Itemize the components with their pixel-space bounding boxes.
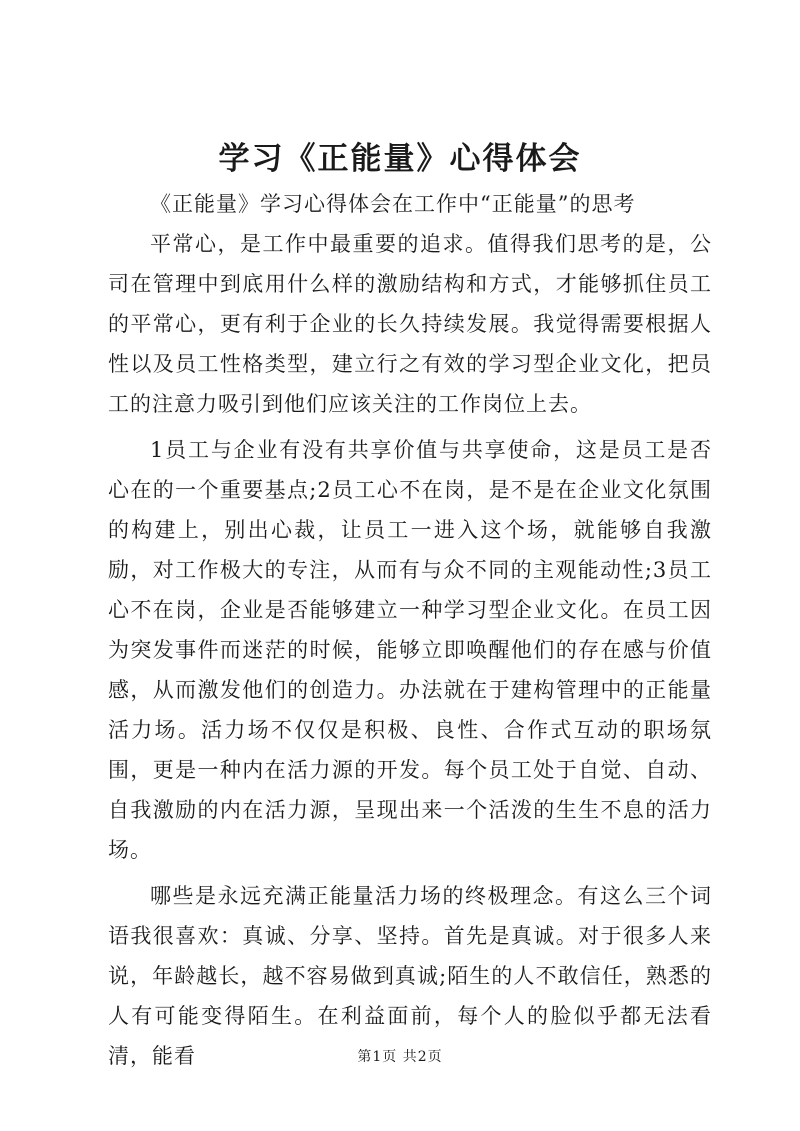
document-body (108, 184, 712, 1082)
paragraph-3: 哪些是永远充满正能量活力场的终极理念。有这么三个词语我很喜欢：真诚、分享、坚持。首先是真诚。对于很多人来说，年龄越长，越不容易做到真诚;陌生的人不敢信任，熟悉的人有可能变得陌生。在利益面前，每个人的脸似乎都无法看清，能看 (108, 884, 712, 1068)
paragraph-2: 1员工与企业有没有共享价值与共享使命，这是员工是否心在的一个重要基点;2员工心不在岗，是不是在企业文化氛围的构建上，别出心裁，让员工一进入这个场，就能够自我激励，对工作极大的专注，从而有与众不同的主观能动性;3员工心不在岗，企业是否能够建立一种学习型企业文化。在员工因为突发事件而迷茫的时候，能够立即唤醒他们的存在感与价值感，从而激发他们的创造力。办法就在于建构管理中的正能量活力场。活力场不仅仅是积极、良性、合作式互动的职场氛围，更是一种内在活力源的开发。每个员工处于自觉、自动、自我激励的内在活力源，呈现出来一个活泼的生生不息的活力场。 (108, 438, 712, 862)
paragraph-1: 平常心，是工作中最重要的追求。值得我们思考的是，公司在管理中到底用什么样的激励结构和方式，才能够抓住员工的平常心，更有利于企业的长久持续发展。我觉得需要根据人性以及员工性格类型，建立行之有效的学习型企业文化，把员工的注意力吸引到他们应该关注的工作岗位上去。 (108, 232, 712, 416)
page-number-footer: 第1页 共2页 (357, 1049, 443, 1065)
document-title: 学习《正能量》心得体会 (218, 141, 582, 177)
document-subtitle: 《正能量》学习心得体会在工作中“正能量”的思考 (150, 192, 636, 216)
